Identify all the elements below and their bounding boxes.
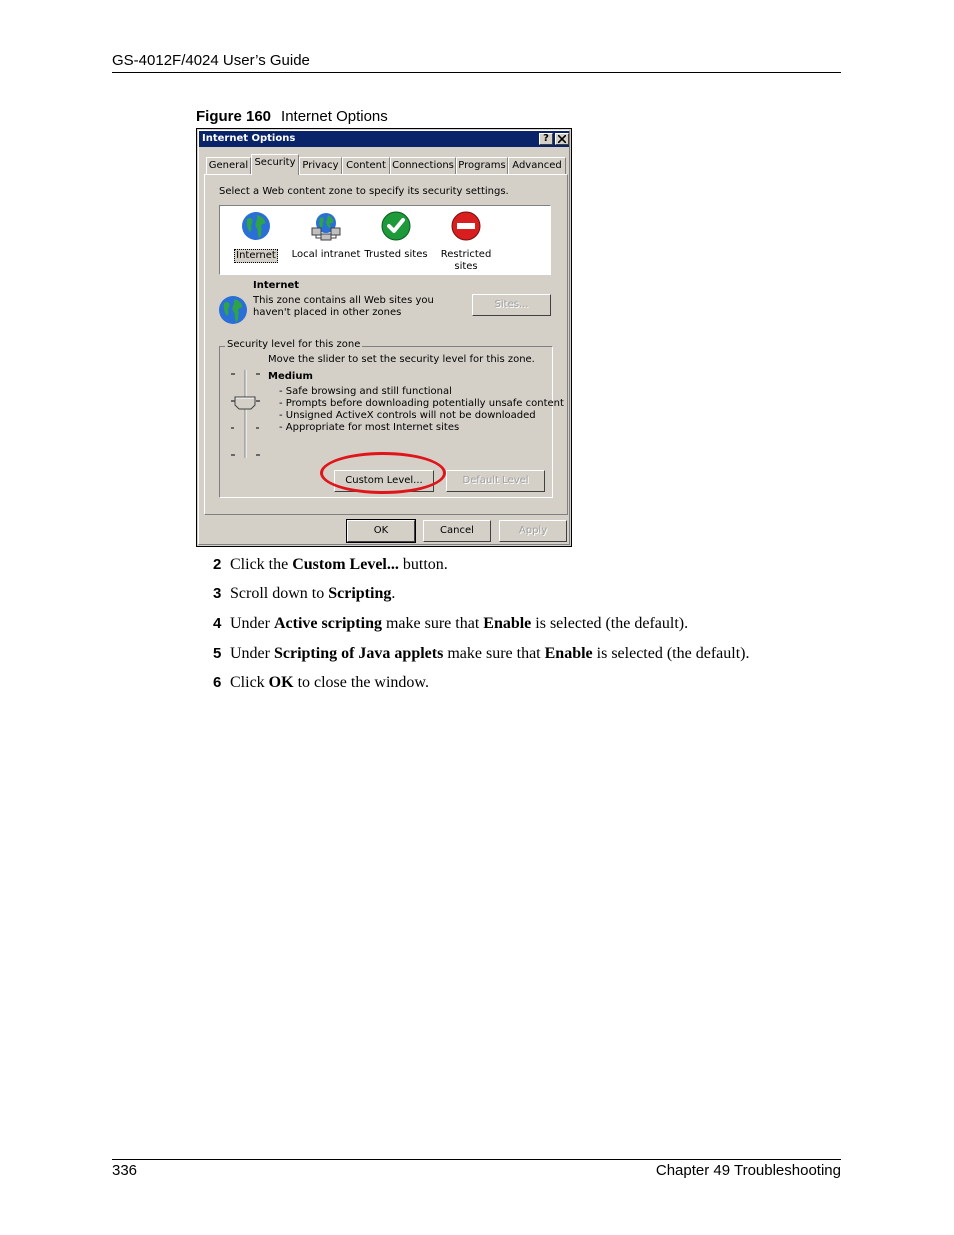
ok-button[interactable]: OK bbox=[347, 520, 415, 542]
chapter-title: Chapter 49 Troubleshooting bbox=[655, 1162, 841, 1179]
sites-button[interactable]: Sites... bbox=[472, 294, 551, 316]
level-item: - Safe browsing and still functional bbox=[279, 386, 452, 397]
tab-advanced[interactable]: Advanced bbox=[508, 157, 566, 174]
globe-icon bbox=[240, 210, 272, 242]
tab-security[interactable]: Security bbox=[251, 154, 299, 175]
header-rule bbox=[112, 72, 841, 73]
zone-list bbox=[219, 205, 551, 275]
checkmark-icon bbox=[380, 210, 412, 242]
group-title: Security level for this zone bbox=[227, 339, 361, 350]
security-slider[interactable] bbox=[229, 368, 265, 462]
restricted-icon bbox=[450, 210, 482, 242]
step: 2 Click the Custom Level... button. bbox=[213, 556, 448, 573]
zone-prompt: Select a Web content zone to specify its security settings. bbox=[219, 186, 509, 197]
zone-local-intranet[interactable] bbox=[290, 208, 362, 261]
help-button[interactable]: ? bbox=[539, 133, 553, 145]
close-icon bbox=[558, 135, 566, 143]
figure-number: Figure 160 bbox=[196, 108, 272, 125]
dialog-title: Internet Options bbox=[202, 133, 296, 144]
zone-label: Internet bbox=[236, 250, 276, 261]
tab-content[interactable]: Content bbox=[342, 157, 390, 174]
level-item: - Appropriate for most Internet sites bbox=[279, 422, 460, 433]
slider-hint: Move the slider to set the security level for this zone. bbox=[268, 354, 535, 365]
local-intranet-icon bbox=[310, 210, 342, 242]
tab-programs[interactable]: Programs bbox=[456, 157, 508, 174]
step: 6 Click OK to close the window. bbox=[213, 674, 429, 691]
level-name: Medium bbox=[268, 371, 313, 382]
figure-caption bbox=[196, 108, 388, 125]
zone-internet[interactable] bbox=[220, 208, 292, 263]
zone-label: Trusted sites bbox=[364, 249, 428, 260]
step: 4 Under Active scripting make sure that Enable is selected (the default). bbox=[213, 615, 689, 632]
close-button[interactable] bbox=[555, 133, 569, 145]
tab-connections[interactable]: Connections bbox=[390, 157, 456, 174]
step: 3 Scroll down to Scripting. bbox=[213, 585, 396, 602]
zone-trusted-sites[interactable] bbox=[360, 208, 432, 261]
step: 5 Under Scripting of Java applets make sure that Enable is selected (the default). bbox=[213, 645, 750, 662]
custom-level-button[interactable]: Custom Level... bbox=[334, 470, 434, 492]
page-number: 336 bbox=[112, 1162, 138, 1179]
running-header: GS-4012F/4024 User’s Guide bbox=[112, 52, 310, 69]
level-item: - Prompts before downloading potentially unsafe content bbox=[279, 398, 564, 409]
tab-general[interactable]: General bbox=[206, 157, 251, 174]
title-bar bbox=[199, 131, 569, 147]
footer-rule bbox=[112, 1159, 841, 1160]
zone-description: This zone contains all Web sites you bbox=[253, 295, 434, 306]
custom-level-highlight bbox=[320, 452, 446, 494]
zone-label: Restricted sites bbox=[440, 249, 492, 272]
zone-label: Local intranet bbox=[291, 249, 361, 260]
level-item: - Unsigned ActiveX controls will not be downloaded bbox=[279, 410, 536, 421]
globe-icon bbox=[217, 294, 249, 326]
zone-restricted-sites[interactable] bbox=[430, 208, 502, 273]
default-level-button[interactable]: Default Level bbox=[446, 470, 545, 492]
zone-description: haven't placed in other zones bbox=[253, 307, 402, 318]
tab-privacy[interactable]: Privacy bbox=[299, 157, 342, 174]
apply-button[interactable]: Apply bbox=[499, 520, 567, 542]
zone-name: Internet bbox=[253, 280, 300, 291]
cancel-button[interactable]: Cancel bbox=[423, 520, 491, 542]
figure-title: Internet Options bbox=[281, 108, 388, 125]
